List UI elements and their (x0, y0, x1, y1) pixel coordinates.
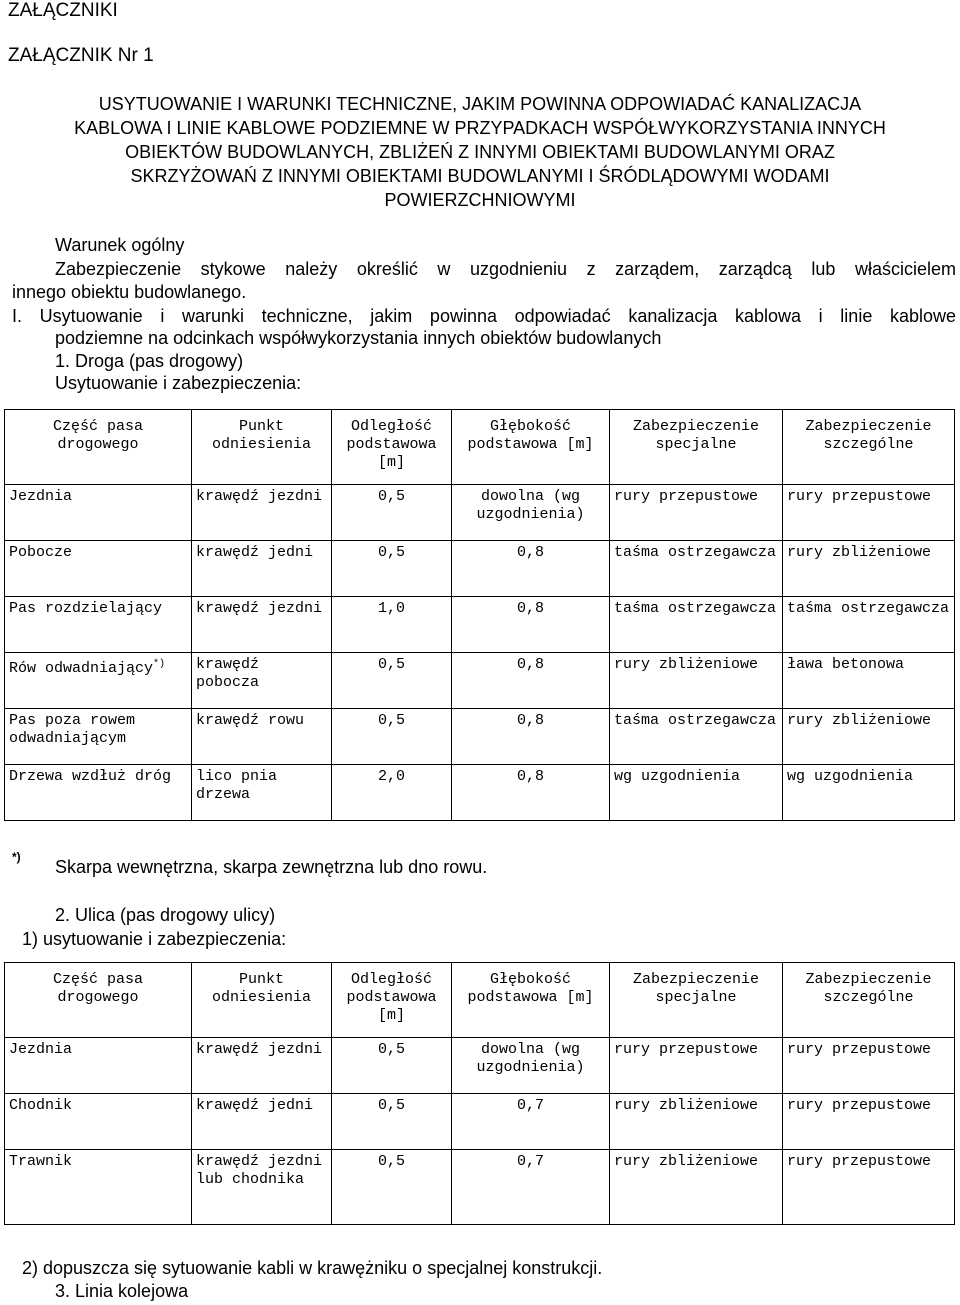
cell-reference: krawędź jezdni (192, 1038, 332, 1094)
general-condition-label: Warunek ogólny (55, 235, 185, 255)
footnote-ref: *) (153, 659, 166, 670)
header-cell: Punkt odniesienia (192, 410, 332, 485)
cell-reference: lico pnia drzewa (192, 765, 332, 821)
cell-particular: rury przepustowe (783, 1150, 955, 1225)
cell-reference: krawędź jezdni (192, 485, 332, 541)
header-cell: Część pasa drogowego (5, 963, 192, 1038)
header-cell: Zabezpieczenie specjalne (610, 410, 783, 485)
cell-particular: rury zbliżeniowe (783, 541, 955, 597)
table-row (5, 1038, 955, 1094)
document-heading: ZAŁĄCZNIKI (8, 0, 118, 21)
table-row (5, 1150, 955, 1225)
cell-depth: dowolna (wg uzgodnienia) (452, 1038, 610, 1094)
cell-depth: 0,7 (452, 1094, 610, 1150)
subsection-street: 2. Ulica (pas drogowy ulicy) (55, 905, 276, 925)
cell-special: rury zbliżeniowe (610, 653, 783, 709)
cell-part: Pobocze (5, 541, 192, 597)
cell-part: Jezdnia (5, 485, 192, 541)
cell-part (5, 653, 192, 709)
header-cell: Zabezpieczenie szczególne (783, 963, 955, 1038)
cell-depth: 0,8 (452, 765, 610, 821)
table-row (5, 653, 955, 709)
cell-part: Drzewa wzdłuż dróg (5, 765, 192, 821)
cell-reference: krawędź jezdni (192, 597, 332, 653)
cell-special: taśma ostrzegawcza (610, 541, 783, 597)
section-1-heading-cont: podziemne na odcinkach współwykorzystania innych obiektów budowlanych (55, 328, 662, 348)
cell-particular: taśma ostrzegawcza (783, 597, 955, 653)
header-cell: Część pasa drogowego (5, 410, 192, 485)
street-item-2: 2) dopuszcza się sytuowanie kabli w krawężniku o specjalnej konstrukcji. (22, 1258, 603, 1278)
cell-particular: rury zbliżeniowe (783, 709, 955, 765)
table-header-row (5, 963, 955, 1038)
table-row (5, 597, 955, 653)
cell-special: rury przepustowe (610, 1038, 783, 1094)
cell-depth: 0,7 (452, 1150, 610, 1225)
table-row (5, 485, 955, 541)
header-cell: Punkt odniesienia (192, 963, 332, 1038)
cell-reference: krawędź pobocza (192, 653, 332, 709)
street-table (4, 962, 955, 1225)
title-line: KABLOWA I LINIE KABLOWE PODZIEMNE W PRZYPADKACH WSPÓŁWYKORZYSTANIA INNYCH (74, 118, 886, 138)
cell-special: taśma ostrzegawcza (610, 597, 783, 653)
cell-part: Chodnik (5, 1094, 192, 1150)
cell-particular: ława betonowa (783, 653, 955, 709)
cell-part-text: Rów odwadniający (9, 660, 154, 677)
footnote-mark: *) (12, 850, 21, 864)
cell-special: taśma ostrzegawcza (610, 709, 783, 765)
title-line: OBIEKTÓW BUDOWLANYCH, ZBLIŻEŃ Z INNYMI OBIEKTAMI BUDOWLANYMI ORAZ (125, 142, 835, 162)
cell-particular: rury przepustowe (783, 1094, 955, 1150)
cell-special: rury zbliżeniowe (610, 1150, 783, 1225)
general-condition-line-1: Zabezpieczenie stykowe należy określić w uzgodnieniu z zarządem, zarządcą lub właścicielem (55, 259, 956, 279)
table-header-row (5, 410, 955, 485)
cell-part: Pas rozdzielający (5, 597, 192, 653)
cell-part: Trawnik (5, 1150, 192, 1225)
table-row (5, 765, 955, 821)
cell-depth: 0,8 (452, 597, 610, 653)
cell-reference: krawędź jedni (192, 1094, 332, 1150)
cell-distance: 0,5 (332, 1150, 452, 1225)
header-cell: Głębokość podstawowa [m] (452, 410, 610, 485)
header-cell: Zabezpieczenie specjalne (610, 963, 783, 1038)
table-row (5, 541, 955, 597)
cell-reference: krawędź rowu (192, 709, 332, 765)
subsection-railway: 3. Linia kolejowa (55, 1281, 189, 1301)
table-row (5, 1094, 955, 1150)
road-table (4, 409, 955, 821)
title-line: POWIERZCHNIOWYMI (384, 190, 576, 210)
section-1-heading: I. Usytuowanie i warunki techniczne, jakim powinna odpowiadać kanalizacja kablowa i linie kablowe (12, 306, 956, 326)
cell-part: Jezdnia (5, 1038, 192, 1094)
cell-distance: 0,5 (332, 485, 452, 541)
cell-depth: 0,8 (452, 653, 610, 709)
general-condition-line-2: innego obiektu budowlanego. (12, 282, 247, 302)
cell-special: wg uzgodnienia (610, 765, 783, 821)
header-cell: Głębokość podstawowa [m] (452, 963, 610, 1038)
cell-particular: rury przepustowe (783, 485, 955, 541)
cell-particular: rury przepustowe (783, 1038, 955, 1094)
subsection-road: 1. Droga (pas drogowy) (55, 351, 244, 371)
annex-number: ZAŁĄCZNIK Nr 1 (8, 45, 154, 66)
cell-distance: 0,5 (332, 709, 452, 765)
placement-label: Usytuowanie i zabezpieczenia: (55, 373, 302, 393)
title-line: USYTUOWANIE I WARUNKI TECHNICZNE, JAKIM POWINNA ODPOWIADAĆ KANALIZACJA (98, 94, 862, 114)
cell-depth: 0,8 (452, 541, 610, 597)
cell-distance: 1,0 (332, 597, 452, 653)
cell-distance: 2,0 (332, 765, 452, 821)
cell-special: rury przepustowe (610, 485, 783, 541)
document-title (20, 92, 940, 212)
cell-special: rury zbliżeniowe (610, 1094, 783, 1150)
cell-part: Pas poza rowem odwadniającym (5, 709, 192, 765)
cell-distance: 0,5 (332, 1094, 452, 1150)
cell-depth: 0,8 (452, 709, 610, 765)
header-cell: Odległość podstawowa [m] (332, 963, 452, 1038)
cell-reference: krawędź jedni (192, 541, 332, 597)
title-line: SKRZYŻOWAŃ Z INNYMI OBIEKTAMI BUDOWLANYMI I ŚRÓDLĄDOWYMI WODAMI (130, 166, 830, 186)
header-cell: Zabezpieczenie szczególne (783, 410, 955, 485)
cell-distance: 0,5 (332, 653, 452, 709)
cell-distance: 0,5 (332, 1038, 452, 1094)
table-row (5, 709, 955, 765)
cell-particular: wg uzgodnienia (783, 765, 955, 821)
cell-reference: krawędź jezdni lub chodnika (192, 1150, 332, 1225)
cell-depth: dowolna (wg uzgodnienia) (452, 485, 610, 541)
footnote-text: Skarpa wewnętrzna, skarpa zewnętrzna lub dno rowu. (55, 857, 488, 877)
header-cell: Odległość podstawowa [m] (332, 410, 452, 485)
street-item-1: 1) usytuowanie i zabezpieczenia: (22, 929, 287, 949)
cell-distance: 0,5 (332, 541, 452, 597)
